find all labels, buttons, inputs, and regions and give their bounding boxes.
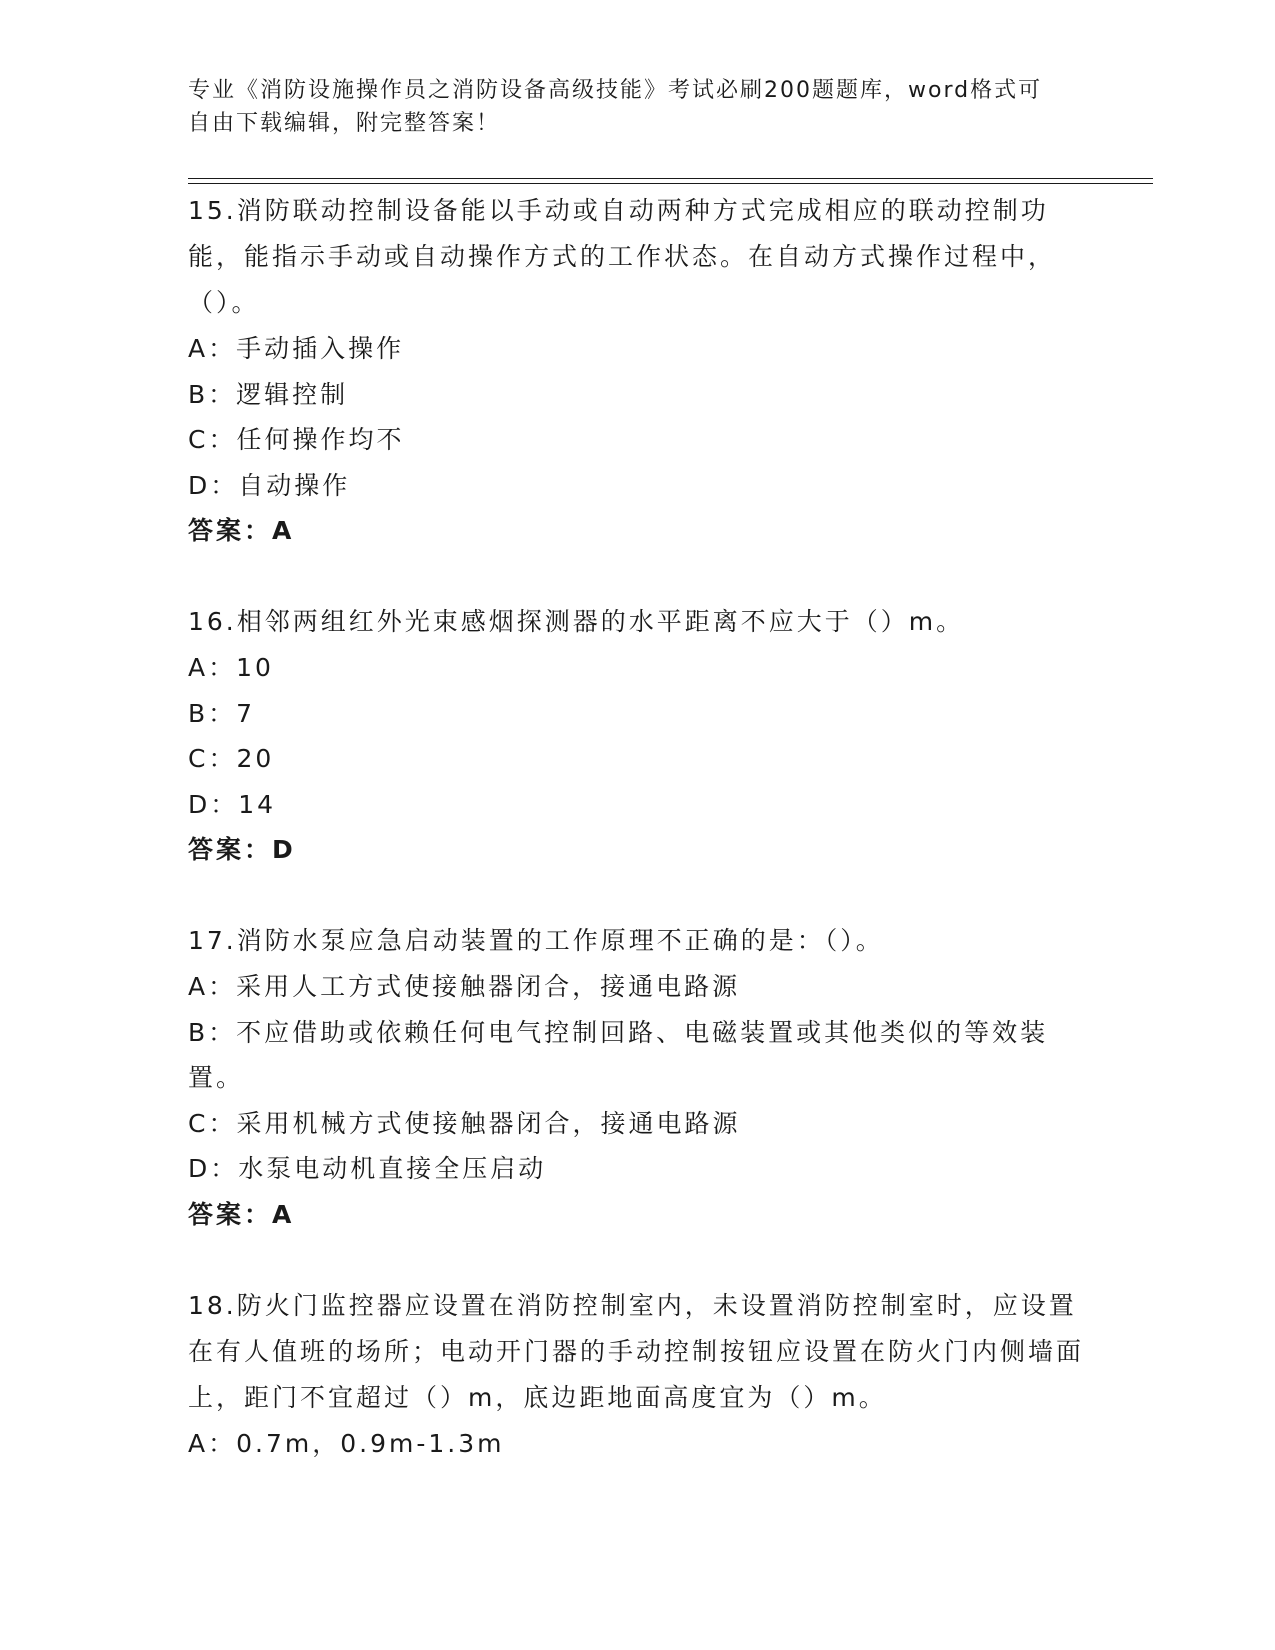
question-text: 18.防火门监控器应设置在消防控制室内，未设置消防控制室时，应设置在有人值班的场所；电动开门器的手动控制按钮应设置在防火门内侧墙面上，距门不宜超过（）m，底边距地面高度宜为（）m。: [188, 1290, 1085, 1412]
header-divider-bottom: [188, 183, 1153, 184]
option-c: C：采用机械方式使接触器闭合，接通电路源: [188, 1108, 741, 1138]
option-c: C：任何操作均不: [188, 425, 405, 454]
option-d: D：14: [188, 789, 277, 819]
question-16: [188, 599, 1088, 873]
question-15: [188, 188, 1088, 554]
header-line-2: 自由下载编辑，附完整答案！: [188, 111, 501, 136]
option-b: B：不应借助或依赖任何电气控制回路、电磁装置或其他类似的等效装置。: [188, 1017, 1049, 1092]
option-d: D：水泵电动机直接全压启动: [188, 1154, 547, 1183]
answer: 答案：A: [188, 516, 295, 545]
option-b: B：逻辑控制: [188, 379, 349, 409]
option-a: A：0.7m，0.9m-1.3m: [188, 1428, 505, 1458]
option-c: C：20: [188, 744, 275, 773]
question-18: [188, 1283, 1088, 1467]
question-list: [188, 188, 1088, 1511]
document-header: [188, 74, 1088, 140]
question-text: 17.消防水泵应急启动装置的工作原理不正确的是：（）。: [188, 926, 884, 955]
option-a: A：手动插入操作: [188, 334, 405, 363]
question-17: [188, 918, 1088, 1238]
answer: 答案：A: [188, 1199, 295, 1229]
answer: 答案：D: [188, 835, 296, 864]
question-text: 16.相邻两组红外光束感烟探测器的水平距离不应大于（）m。: [188, 607, 965, 636]
option-a: A：采用人工方式使接触器闭合，接通电路源: [188, 972, 741, 1001]
option-d: D：自动操作: [188, 470, 351, 500]
header-divider-top: [188, 178, 1153, 179]
question-text: 15.消防联动控制设备能以手动或自动两种方式完成相应的联动控制功能，能指示手动或自动操作方式的工作状态。在自动方式操作过程中，（）。: [188, 196, 1057, 317]
option-b: B：7: [188, 698, 256, 728]
option-a: A：10: [188, 653, 274, 682]
header-line-1: 专业《消防设施操作员之消防设备高级技能》考试必刷200题题库，word格式可: [188, 78, 1043, 103]
